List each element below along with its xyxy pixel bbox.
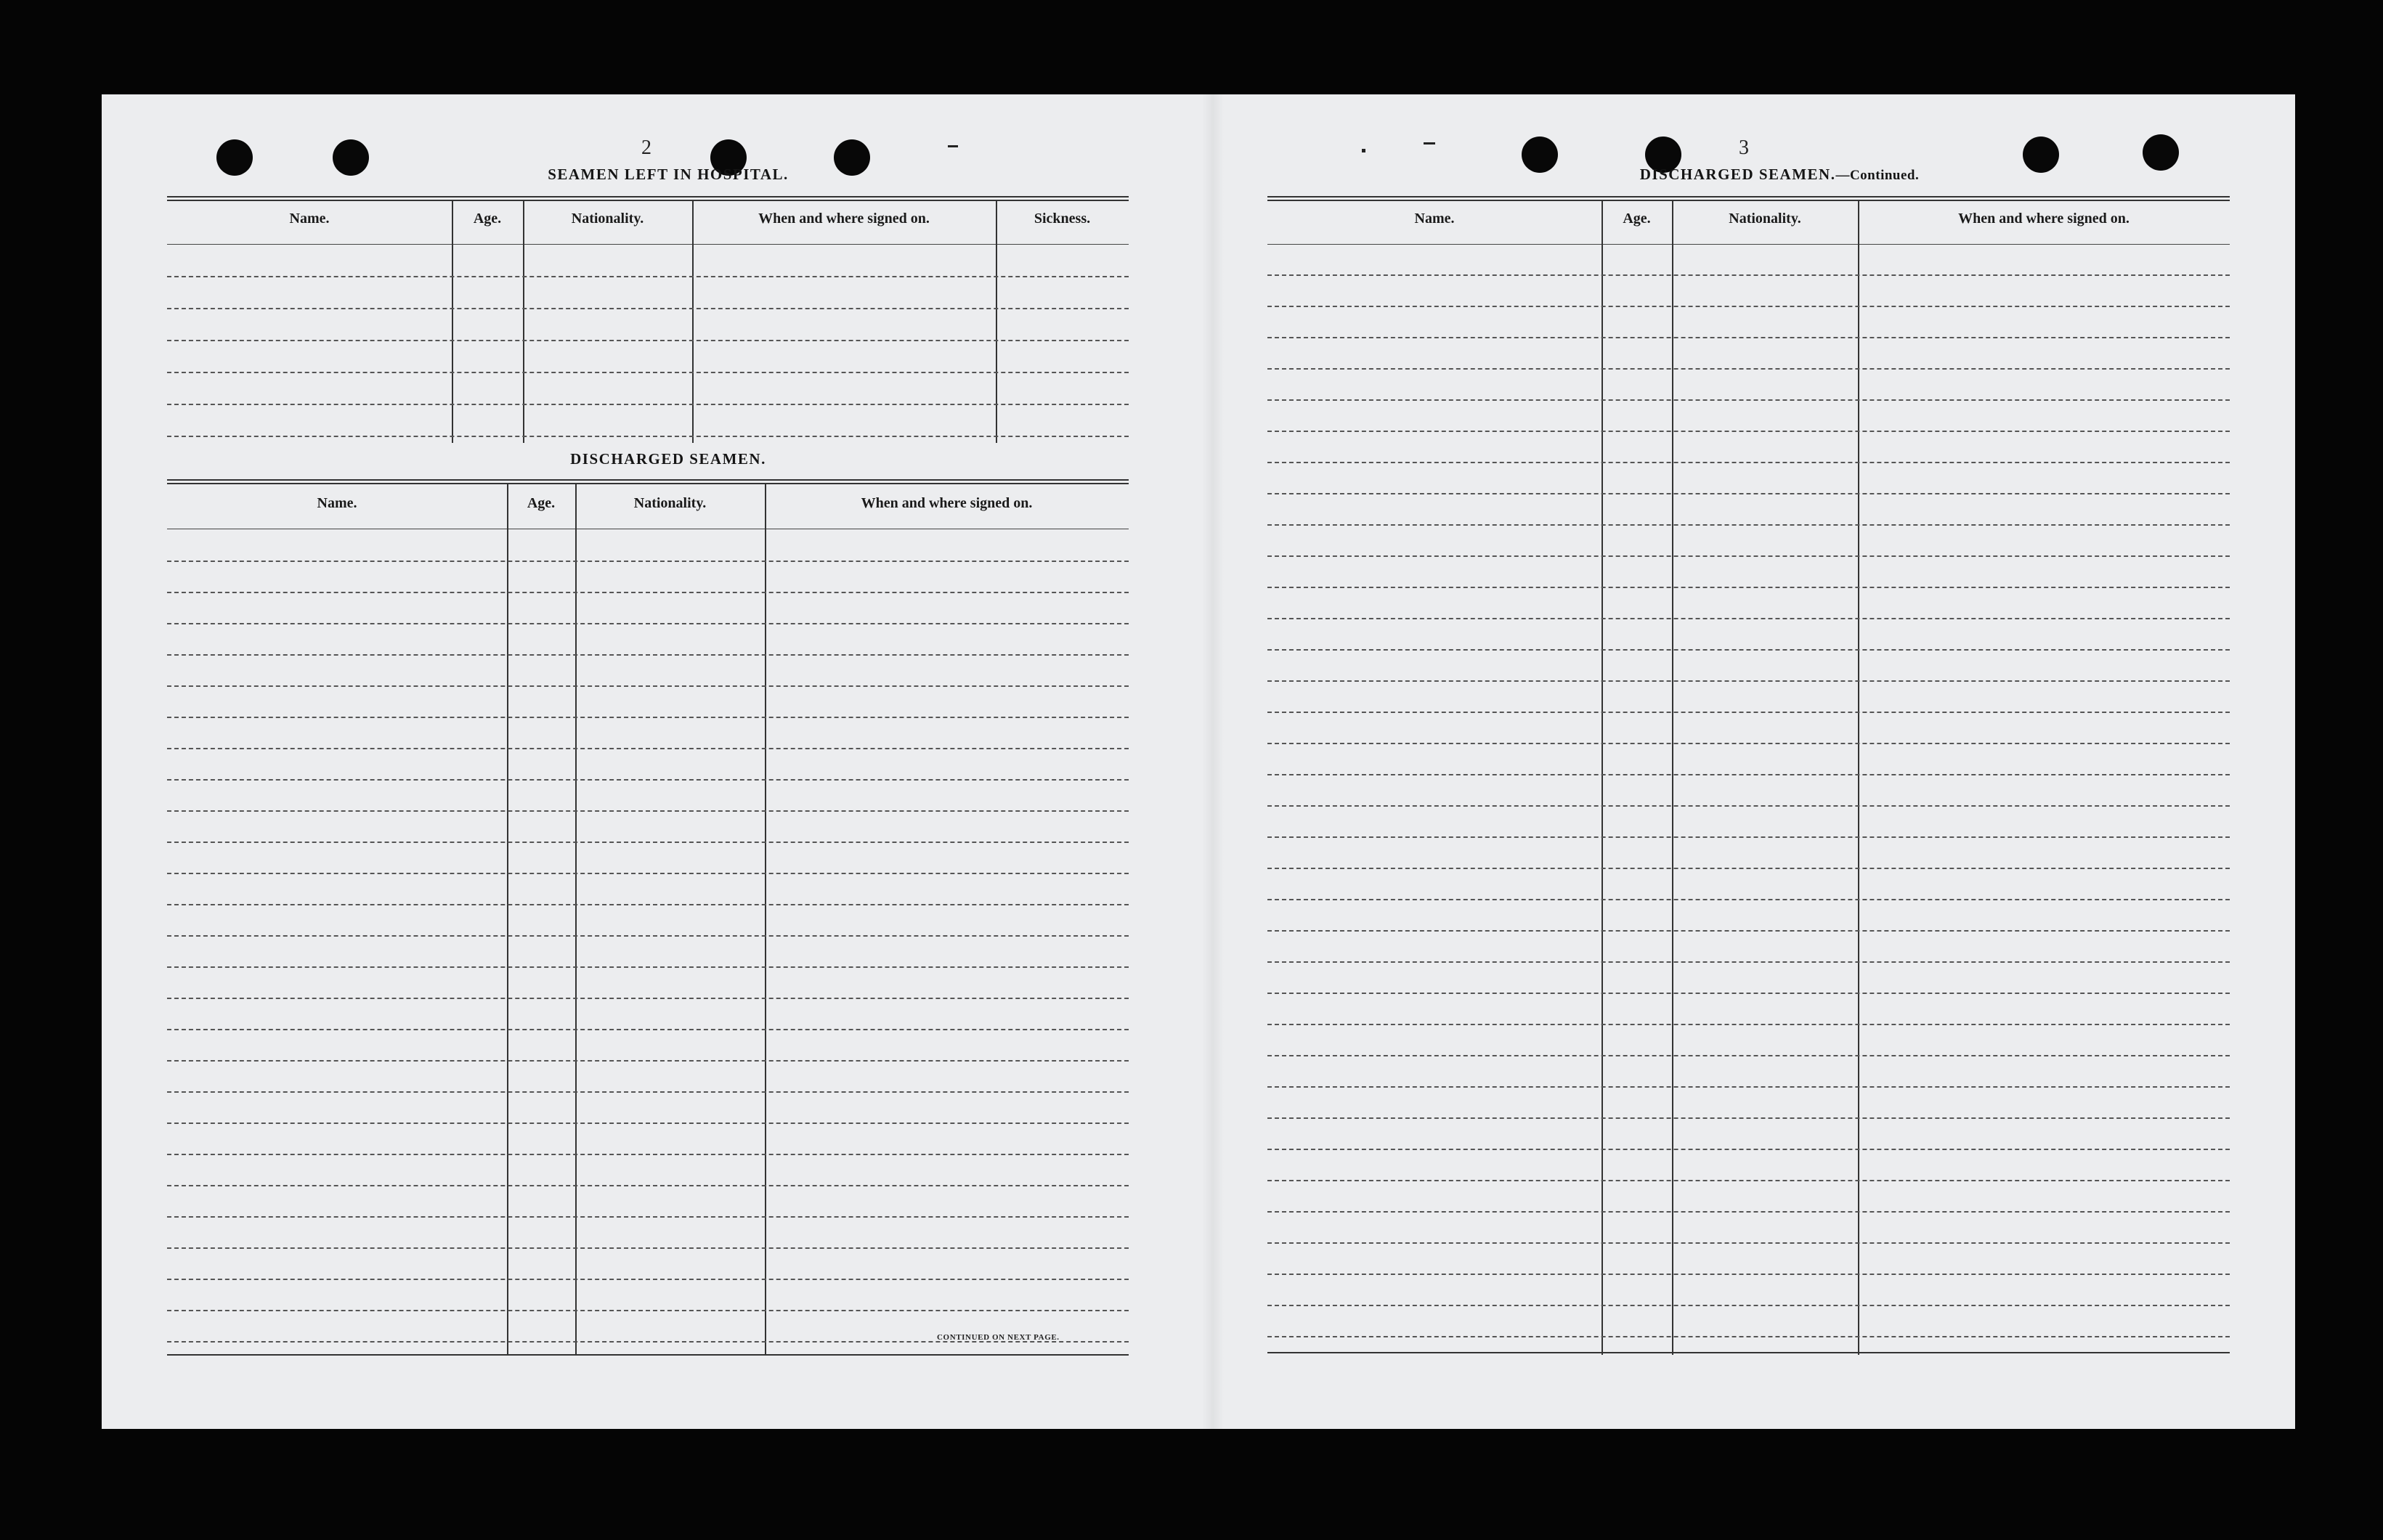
entry-line (1267, 1336, 2230, 1337)
entry-line (167, 592, 1129, 593)
entry-line (167, 810, 1129, 812)
hospital-col-nationality: Nationality. (571, 211, 644, 227)
entry-line (1267, 368, 2230, 370)
entry-line (167, 1154, 1129, 1155)
entry-line (167, 1247, 1129, 1249)
discharged-left-col-age: Age. (527, 495, 556, 511)
discharged-continued-title-suffix: —Continued. (1835, 168, 1920, 183)
entry-line (1267, 1242, 2230, 1244)
entry-line (1267, 555, 2230, 557)
entry-line (1267, 1274, 2230, 1275)
punch-hole (2023, 137, 2059, 173)
hospital-table (167, 196, 1129, 444)
entry-line (1267, 1305, 2230, 1306)
discharged-continued-title-main: DISCHARGED SEAMEN. (1639, 166, 1836, 183)
entry-line (1267, 1086, 2230, 1088)
hospital-col-signed-on: When and where signed on. (758, 211, 930, 227)
entry-line (1267, 712, 2230, 713)
discharged-right-col-age: Age. (1623, 211, 1651, 227)
entry-line (167, 436, 1129, 437)
entry-line (167, 308, 1129, 309)
entry-line (1267, 1180, 2230, 1181)
entry-line (1267, 399, 2230, 401)
entry-line (167, 623, 1129, 624)
page-number-left: 2 (641, 137, 651, 159)
entry-line (1267, 774, 2230, 775)
entry-line (167, 561, 1129, 562)
hospital-col-sickness: Sickness. (1034, 211, 1091, 227)
entry-line (1267, 1024, 2230, 1025)
page-number-right: 3 (1739, 137, 1749, 159)
entry-line (167, 340, 1129, 341)
punch-hole (216, 139, 253, 176)
punch-hole (834, 139, 870, 176)
entry-line (167, 935, 1129, 937)
entry-line (167, 1060, 1129, 1062)
entry-line (1267, 462, 2230, 463)
entry-line (167, 1091, 1129, 1093)
entry-line (167, 685, 1129, 687)
ink-speck (1424, 142, 1435, 144)
punch-hole (333, 139, 369, 176)
hospital-section-title: SEAMEN LEFT IN HOSPITAL. (548, 166, 789, 183)
punch-hole (2143, 134, 2179, 171)
discharged-section-title: DISCHARGED SEAMEN. (570, 450, 766, 468)
entry-line (167, 1279, 1129, 1280)
entry-line (1267, 1117, 2230, 1119)
entry-line (1267, 930, 2230, 932)
continued-note: CONTINUED ON NEXT PAGE. (937, 1333, 1060, 1342)
discharged-left-col-name: Name. (317, 495, 357, 511)
center-fold (1202, 94, 1224, 1429)
discharged-right-col-name: Name. (1414, 211, 1455, 227)
entry-line (167, 873, 1129, 874)
entry-line (167, 1216, 1129, 1218)
entry-line (1267, 993, 2230, 994)
entry-line (167, 779, 1129, 781)
discharged-table-left (167, 479, 1129, 1358)
discharged-right-col-signed-on: When and where signed on. (1958, 211, 2130, 227)
entry-line (1267, 836, 2230, 838)
hospital-col-age: Age. (473, 211, 502, 227)
entry-line (167, 904, 1129, 905)
entry-line (1267, 587, 2230, 588)
entry-line (1267, 1211, 2230, 1213)
entry-line (1267, 524, 2230, 526)
discharged-table-right (1267, 196, 2230, 1356)
entry-line (167, 966, 1129, 968)
entry-line (1267, 680, 2230, 682)
entry-line (167, 1185, 1129, 1186)
ink-speck (948, 145, 958, 147)
entry-line (1267, 306, 2230, 307)
entry-line (1267, 1149, 2230, 1150)
entry-line (1267, 493, 2230, 494)
discharged-right-col-nationality: Nationality. (1729, 211, 1801, 227)
discharged-left-col-signed-on: When and where signed on. (861, 495, 1033, 511)
entry-line (167, 748, 1129, 749)
entry-line (1267, 805, 2230, 807)
ink-speck (1362, 149, 1365, 152)
hospital-col-name: Name. (289, 211, 330, 227)
entry-line (1267, 1055, 2230, 1056)
entry-line (167, 998, 1129, 999)
document-scan (102, 94, 2295, 1429)
entry-line (1267, 743, 2230, 744)
entry-line (167, 372, 1129, 373)
entry-line (1267, 618, 2230, 619)
entry-line (167, 842, 1129, 843)
entry-line (1267, 337, 2230, 338)
entry-line (167, 1123, 1129, 1124)
entry-line (167, 404, 1129, 405)
entry-line (167, 654, 1129, 656)
entry-line (1267, 274, 2230, 276)
entry-line (1267, 649, 2230, 651)
entry-line (1267, 868, 2230, 869)
entry-line (167, 717, 1129, 718)
entry-line (167, 1029, 1129, 1030)
discharged-left-col-nationality: Nationality. (633, 495, 707, 511)
discharged-continued-title (1543, 166, 2015, 184)
entry-line (1267, 899, 2230, 900)
entry-line (167, 1310, 1129, 1311)
entry-line (1267, 961, 2230, 963)
entry-line (167, 276, 1129, 277)
entry-line (1267, 431, 2230, 432)
